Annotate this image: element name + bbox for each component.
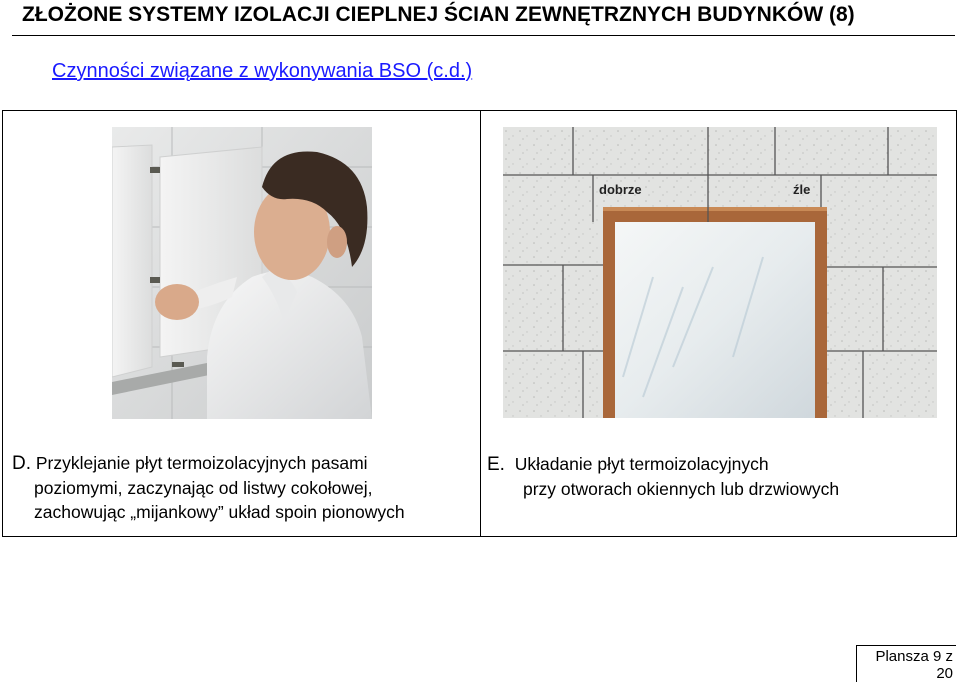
page-title: ZŁOŻONE SYSTEMY IZOLACJI CIEPLNEJ ŚCIAN ZEWNĘTRZNYCH BUDYNKÓW (8) xyxy=(22,3,855,26)
caption-d-line2: poziomymi, zaczynając od listwy cokołowej, xyxy=(34,478,373,498)
column-divider xyxy=(480,110,481,537)
caption-e-line2: przy otworach okiennych lub drzwiowych xyxy=(523,479,840,499)
page-counter: Plansza 9 z 20 xyxy=(856,645,956,682)
opening-layout-illustration xyxy=(503,127,937,418)
caption-d xyxy=(12,451,478,524)
caption-e-line1: Układanie płyt termoizolacyjnych xyxy=(514,454,769,474)
label-bad: źle xyxy=(793,182,811,197)
caption-d-letter: D. xyxy=(12,453,31,474)
caption-e-letter: E. xyxy=(487,454,505,475)
label-good: dobrze xyxy=(599,182,642,197)
worker-gluing-boards-photo xyxy=(112,127,372,419)
caption-d-line1: Przyklejanie płyt termoizolacyjnych pasami xyxy=(35,453,368,473)
title-underline xyxy=(12,35,955,36)
caption-d-line3: zachowując „mijankowy” układ spoin pionowych xyxy=(34,502,405,522)
section-subtitle-link[interactable]: Czynności związane z wykonywania BSO (c.d.) xyxy=(52,60,473,82)
caption-e xyxy=(487,452,953,501)
